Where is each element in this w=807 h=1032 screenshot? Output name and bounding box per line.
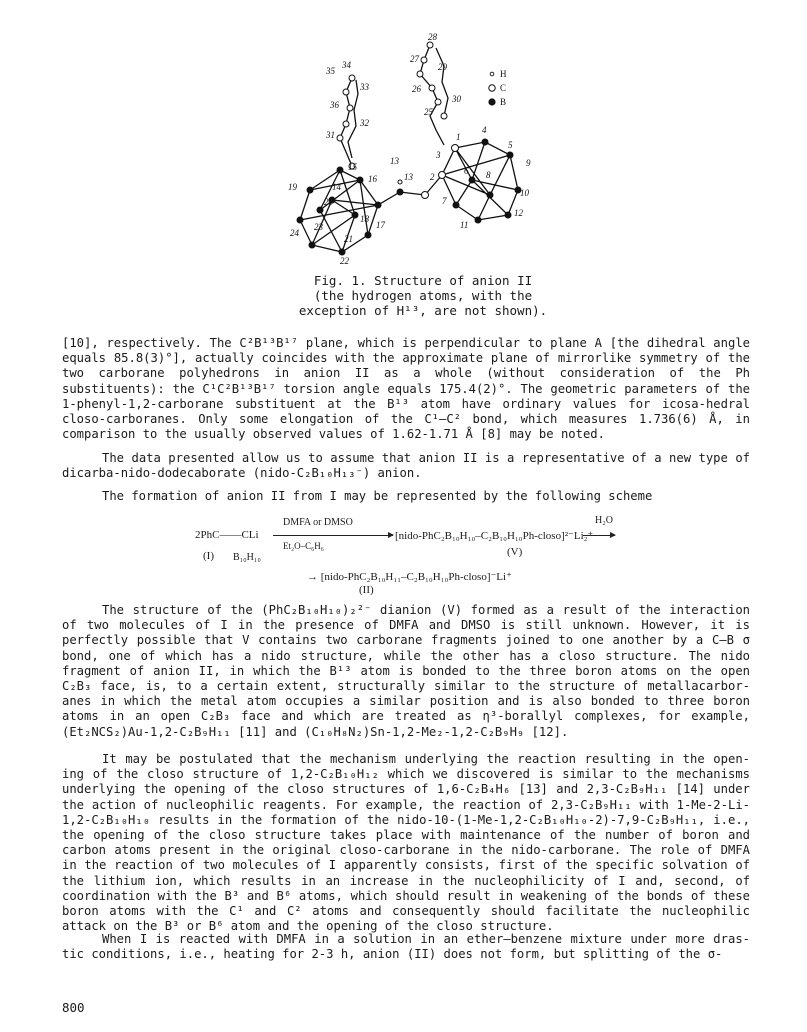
atom-label-16: 13 [390,156,399,166]
molecular-structure-figure [260,30,560,265]
atom-label-19: 16 [368,174,377,184]
paragraph-4: The structure of the (PhC₂B₁₀H₁₀)₂²⁻ dianion (V) formed as a result of the interaction of two molecules of I in the presence of DMFA and DMSO is still unknown. However, it is perfectly possible that V contains two carborane fragments joined to one another by a C–B σ bond, one of which has a nido structure, while the other has a closo structure. The nido fragment of anion II, in which the B¹³ atom is bonded to the three boron atoms on the open C₂B₃ face, is, to a certain extent, structurally similar to the structure of metallacarbor-anes in which the metal atom occupies a similar position and is also bonded to three boron atoms in an open C₂B₃ face and which are treated as η³-borallyl complexes, for example, (Et₂NCS₂)Au-1,2-C₂B₉H₁₁ [11] and (C₁₀H₈N₂)Sn-1,2-Me₂-1,2-C₂B₉H₉ [12]. [62,603,750,739]
reaction-arrow-2 [583,535,615,536]
atom-label-2: 29 [438,62,447,72]
reaction-arrow-1 [273,535,393,536]
atom-label-36: 22 [340,256,349,265]
atom-label-10: 32 [360,118,369,128]
atom-label-12: 4 [482,125,487,135]
atom-label-24: 19 [288,182,297,192]
atom-label-17: 15 [348,162,357,172]
product-formula: → [nido-PhC₂B₁₀H₁₁–C₂B₁₀H₁₀Ph-closo]⁻Li⁺ [307,571,512,583]
atom-label-18: 9 [526,158,531,168]
atom-label-13: 1 [456,132,461,142]
product-id: (II) [359,584,374,596]
atom-label-7: 30 [452,94,461,104]
atom-label-21: 2 [430,172,435,182]
reaction-scheme [195,512,625,610]
atom-label-14: 5 [508,140,513,150]
legend-c-label: C [500,83,507,93]
paragraph-5: It may be postulated that the mechanism underlying the reaction resulting in the open-ing of the closo structure of 1,2-C₂B₁₀H₁₂ which we discovered is similar to the mechanisms underlying the opening of the closo structures of 1,6-C₂B₄H₆ [13] and 2,3-C₂B₉H₁₁ [14] under the action of nucleophilic reagents. For example, the reaction of 2,3-C₂B₉H₁₁ with 1-Me-2-Li-1,2-C₂B₁₀H₁₀ results in the formation of the nido-10-(1-Me-1,2-C₂B₁₀H₁₀-2)-7,9-C₂B₉H₁₁, i.e., the opening of the closo structure takes place with maintenance of the number of boron and carbon atoms present in the original closo-carborane in the nido-carborane. The role of DMFA in the reaction of two molecules of I apparently consists, first of the specific solvation of the lithium ion, which results in an increase in the nucleophilicity of I and, second, of coordination with the B³ and B⁶ atoms, which should result in weakening of the bonds of these boron atoms with the C¹ and C² atoms and consequently should facilitate the nucleophilic attack on the B³ or B⁶ atom and the opening of the closo structure. [62,752,750,934]
figure-legend [488,69,507,107]
atom-label-31: 17 [376,220,385,230]
paragraph-1: [10], respectively. The C²B¹³B¹⁷ plane, which is perpendicular to plane A [the dihedral angle equals 85.8(3)°], actually coincides with the approximate plane of mirrorlike symmetry of the two carborane polyhedrons in anion II as a whole (without consideration of the Ph substituents): the C¹C²B¹³B¹⁷ torsion angle equals 175.4(2)°. The geometric parameters of the 1-phenyl-1,2-carborane substituent at the B¹³ atom have ordinary values for icosa-hedral closo-carboranes. Only some elongation of the C¹–C² bond, which measures 1.736(6) Å, in comparison to the usually observed values of 1.62-1.71 Å [8] may be noted. [62,336,750,442]
atom-label-35: 21 [344,234,353,244]
legend-b-label: B [500,97,507,107]
atom-labels [288,32,531,265]
atom-label-32: 11 [460,220,469,230]
atom-label-6: 26 [412,84,421,94]
atom-label-1: 27 [410,54,419,64]
arrow1-top-label: DMFA or DMSO [283,517,353,528]
reactant-cage: B₁₀H₁₀ [233,552,261,563]
atom-label-4: 35 [326,66,335,76]
page-number: 800 [62,1000,85,1015]
arrow1-bottom-label: Et₂O–C₆H₆ [283,541,324,551]
reactant-id: (I) [203,550,214,562]
atom-label-9: 25 [424,107,433,117]
reactant-formula: 2PhC——CLi [195,529,259,541]
intermediate-id: (V) [507,546,523,558]
atom-label-22: 6 [464,166,469,176]
atom-label-8: 36 [330,100,339,110]
atom-label-29: 12 [514,208,523,218]
atom-label-11: 31 [326,130,335,140]
atom-label-23: 8 [486,170,491,180]
atom-label-33: 24 [290,228,299,238]
paragraph-3: The formation of anion II from I may be represented by the following scheme [102,489,653,503]
atom-label-5: 33 [360,82,369,92]
atom-label-28: 7 [442,196,447,206]
intermediate-formula: [nido-PhC₂B₁₀H₁₀–C₂B₁₀H₁₀Ph-closo]²⁻Li₂⁺ [395,530,594,542]
atom-label-34: 23 [314,222,323,232]
paragraph-6: When I is reacted with DMFA in a solution in an ether–benzene mixture under more dras-tic conditions, i.e., heating for 2-3 h, anion (II) does not form, but splitting of the σ- [62,932,750,962]
arrow2-top-label: H₂O [595,515,613,526]
anion-structure-diagram [260,30,560,265]
atom-label-30: 18 [360,214,369,224]
atom-label-26: 10 [520,188,529,198]
atom-label-20: 13 [404,172,413,182]
legend-h-label: H [500,69,507,79]
atom-label-15: 3 [436,150,441,160]
atom-label-25: 14 [332,182,341,192]
atom-label-27: 20 [324,197,333,207]
atom-label-0: 28 [428,32,437,42]
atom-label-3: 34 [342,60,351,70]
paragraph-2: The data presented allow us to assume that anion II is a representative of a new type of dicarba-nido-dodecaborate (nido-C₂B₁₀H₁₃⁻) anion. [62,451,750,481]
figure-caption: Fig. 1. Structure of anion II (the hydrogen atoms, with the exception of H¹³, are not shown). [298,273,548,318]
